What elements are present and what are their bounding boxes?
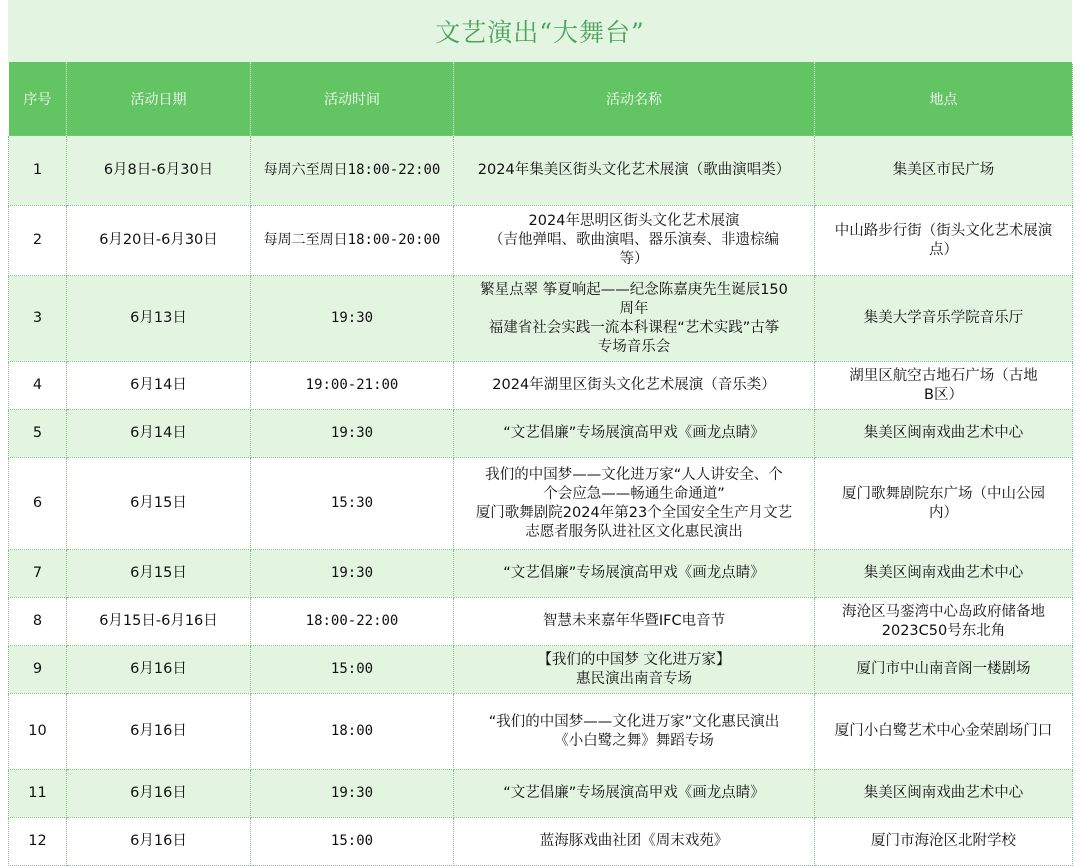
cell-time: 每周六至周日18:00-22:00 xyxy=(251,136,454,206)
cell-time: 19:30 xyxy=(251,276,454,362)
name-line: 2024年湖里区街头文化艺术展演（音乐类） xyxy=(492,377,776,393)
events-table xyxy=(8,62,1073,866)
title-bar xyxy=(8,0,1072,62)
cell-no: 8 xyxy=(9,598,67,646)
place-line: 2023C50号东北角 xyxy=(881,622,1006,639)
cell-place xyxy=(815,550,1073,598)
name-line: 厦门歌舞剧院2024年第23个全国安全生产月文艺 xyxy=(475,504,793,521)
cell-date: 6月15日 xyxy=(67,550,251,598)
header-row xyxy=(9,62,1073,136)
cell-date: 6月14日 xyxy=(67,410,251,458)
table-row xyxy=(9,646,1073,694)
table-row xyxy=(9,598,1073,646)
cell-no: 5 xyxy=(9,410,67,458)
page-title: 文艺演出“大舞台” xyxy=(435,18,645,47)
cell-place xyxy=(815,136,1073,206)
place-line: 集美区闽南戏曲艺术中心 xyxy=(863,565,1024,581)
cell-name xyxy=(454,598,815,646)
cell-date: 6月16日 xyxy=(67,694,251,770)
name-line: “文艺倡廉”专场展演高甲戏《画龙点睛》 xyxy=(503,425,765,441)
name-line: 繁星点翠 筝夏响起——纪念陈嘉庚先生诞辰150 xyxy=(480,281,788,298)
place-line: 集美区闽南戏曲艺术中心 xyxy=(863,425,1024,441)
cell-name xyxy=(454,410,815,458)
place-line: 厦门市海沧区北附学校 xyxy=(871,833,1016,849)
cell-no: 12 xyxy=(9,818,67,866)
place-line: 厦门市中山南音阁一楼剧场 xyxy=(856,661,1031,677)
cell-name xyxy=(454,646,815,694)
name-line: “文艺倡廉”专场展演高甲戏《画龙点睛》 xyxy=(503,785,765,801)
cell-name xyxy=(454,694,815,770)
cell-date: 6月20日-6月30日 xyxy=(67,206,251,276)
place-line: 海沧区马銮湾中心岛政府储备地 xyxy=(842,603,1045,620)
table-row xyxy=(9,206,1073,276)
cell-place xyxy=(815,818,1073,866)
table-row xyxy=(9,362,1073,410)
column-header-name: 活动名称 xyxy=(454,62,815,136)
cell-time: 19:30 xyxy=(251,550,454,598)
cell-place xyxy=(815,362,1073,410)
name-line: 2024年集美区街头文化艺术展演（歌曲演唱类） xyxy=(477,162,791,178)
name-line: 【我们的中国梦 文化进万家】 xyxy=(537,651,731,668)
name-line: “文艺倡廉”专场展演高甲戏《画龙点睛》 xyxy=(503,565,765,581)
cell-place xyxy=(815,206,1073,276)
place-line: 湖里区航空古地石广场（古地 xyxy=(849,367,1038,384)
cell-place xyxy=(815,646,1073,694)
cell-name xyxy=(454,362,815,410)
cell-no: 9 xyxy=(9,646,67,694)
column-header-date: 活动日期 xyxy=(67,62,251,136)
name-line: 周年 xyxy=(619,300,649,317)
name-line: （吉他弹唱、歌曲演唱、器乐演奏、非遗棕编 xyxy=(489,232,779,248)
name-line: 福建省社会实践一流本科课程“艺术实践”古筝 xyxy=(488,319,780,336)
cell-place xyxy=(815,770,1073,818)
cell-no: 4 xyxy=(9,362,67,410)
name-line: 智慧未来嘉年华暨IFC电音节 xyxy=(542,613,726,629)
table-row xyxy=(9,818,1073,866)
cell-place xyxy=(815,410,1073,458)
cell-no: 6 xyxy=(9,458,67,550)
cell-date: 6月16日 xyxy=(67,770,251,818)
cell-time: 19:30 xyxy=(251,410,454,458)
name-line: 个会应急——畅通生命通道” xyxy=(543,485,725,502)
name-line: “我们的中国梦——文化进万家”文化惠民演出 xyxy=(488,713,780,730)
name-line: 等） xyxy=(619,251,649,267)
column-header-no: 序号 xyxy=(9,62,67,136)
place-line: 中山路步行街（街头文化艺术展演 xyxy=(834,222,1053,239)
cell-name xyxy=(454,550,815,598)
cell-name xyxy=(454,770,815,818)
cell-name xyxy=(454,458,815,550)
cell-no: 10 xyxy=(9,694,67,770)
table-row xyxy=(9,770,1073,818)
cell-place xyxy=(815,694,1073,770)
cell-name xyxy=(454,136,815,206)
cell-date: 6月13日 xyxy=(67,276,251,362)
cell-name xyxy=(454,206,815,276)
cell-time: 19:30 xyxy=(251,770,454,818)
cell-date: 6月14日 xyxy=(67,362,251,410)
table-row xyxy=(9,276,1073,362)
cell-place xyxy=(815,458,1073,550)
cell-no: 3 xyxy=(9,276,67,362)
name-line: 志愿者服务队进社区文化惠民演出 xyxy=(525,523,743,540)
table-body xyxy=(9,136,1073,866)
place-line: 厦门小白鹭艺术中心金荣剧场门口 xyxy=(834,723,1053,739)
place-line: 集美区市民广场 xyxy=(892,162,995,178)
place-line: 厦门歌舞剧院东广场（中山公园 xyxy=(842,485,1045,502)
cell-name xyxy=(454,276,815,362)
table-row xyxy=(9,694,1073,770)
table-row xyxy=(9,550,1073,598)
cell-place xyxy=(815,276,1073,362)
cell-no: 2 xyxy=(9,206,67,276)
name-line: 专场音乐会 xyxy=(597,338,671,355)
cell-place xyxy=(815,598,1073,646)
place-line: 集美大学音乐学院音乐厅 xyxy=(863,310,1024,326)
place-line: 点） xyxy=(929,241,958,258)
name-line: 我们的中国梦——文化进万家“人人讲安全、个 xyxy=(485,466,783,483)
cell-no: 7 xyxy=(9,550,67,598)
cell-no: 11 xyxy=(9,770,67,818)
cell-time: 15:00 xyxy=(251,818,454,866)
column-header-place: 地点 xyxy=(815,62,1073,136)
place-line: 内） xyxy=(929,504,958,521)
cell-time: 18:00 xyxy=(251,694,454,770)
cell-name xyxy=(454,818,815,866)
table-row xyxy=(9,410,1073,458)
table-row xyxy=(9,136,1073,206)
column-header-time: 活动时间 xyxy=(251,62,454,136)
cell-date: 6月16日 xyxy=(67,646,251,694)
place-line: B区） xyxy=(924,386,963,403)
cell-time: 18:00-22:00 xyxy=(251,598,454,646)
cell-date: 6月8日-6月30日 xyxy=(67,136,251,206)
name-line: 《小白鹭之舞》舞蹈专场 xyxy=(554,732,714,749)
cell-date: 6月15日-6月16日 xyxy=(67,598,251,646)
cell-date: 6月16日 xyxy=(67,818,251,866)
cell-time: 每周二至周日18:00-20:00 xyxy=(251,206,454,276)
name-line: 惠民演出南音专场 xyxy=(576,670,692,687)
name-line: 蓝海豚戏曲社团《周末戏苑》 xyxy=(539,833,729,849)
cell-time: 15:30 xyxy=(251,458,454,550)
place-line: 集美区闽南戏曲艺术中心 xyxy=(863,785,1024,801)
cell-date: 6月15日 xyxy=(67,458,251,550)
name-line: 2024年思明区街头文化艺术展演 xyxy=(528,213,740,229)
table-row xyxy=(9,458,1073,550)
cell-time: 19:00-21:00 xyxy=(251,362,454,410)
cell-time: 15:00 xyxy=(251,646,454,694)
cell-no: 1 xyxy=(9,136,67,206)
